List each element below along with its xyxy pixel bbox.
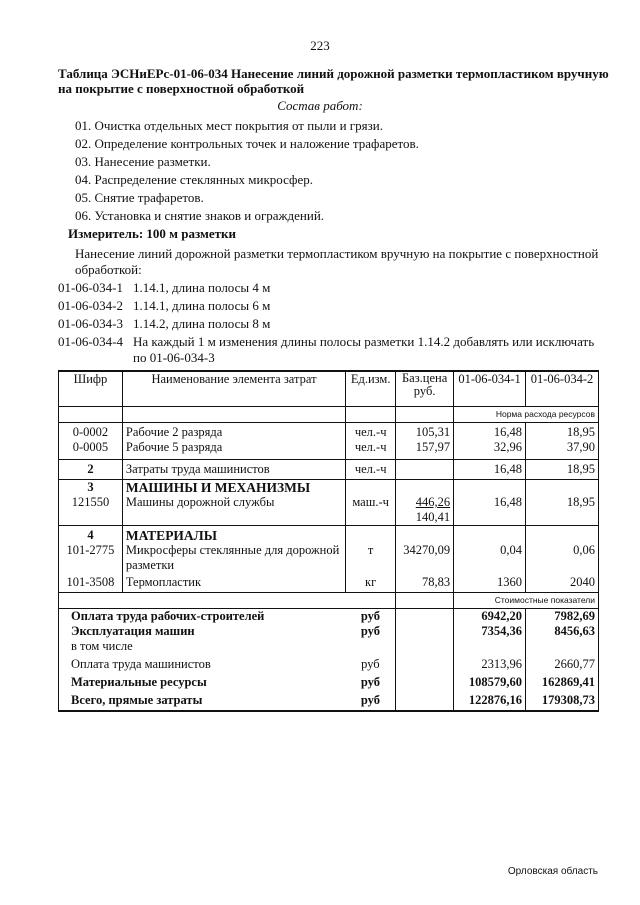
table-cell: 7982,69 (526, 609, 599, 625)
table-cell: 32,96 (454, 440, 526, 460)
price-base: 446,26 (415, 495, 451, 509)
summary-note-row (59, 639, 599, 657)
summary-row (59, 624, 599, 639)
table-cell: маш.-ч (346, 495, 396, 526)
section-row (59, 526, 599, 544)
table-cell: Термопластик (122, 573, 345, 593)
header-code: Шифр (59, 371, 123, 407)
table-cell: 2660,77 (526, 657, 599, 675)
table-cell: Микросферы стеклянные для дорожной разметки (122, 543, 345, 573)
table-cell: 157,97 (396, 440, 454, 460)
table-cell: 7354,36 (454, 624, 526, 639)
code: 01-06-034-1 (58, 280, 123, 295)
table-cell: 101-2775 (59, 543, 123, 573)
works-heading: Состав работ: (277, 98, 363, 113)
table-cell: чел.-ч (346, 460, 396, 480)
table-cell: Материальные ресурсы (59, 675, 346, 693)
code-row (58, 298, 271, 314)
summary-row (59, 675, 599, 693)
table-cell: МАТЕРИАЛЫ (122, 526, 345, 544)
table-cell: 0,04 (454, 543, 526, 573)
table-cell: 179308,73 (526, 693, 599, 711)
table-cell: руб (346, 675, 396, 693)
norm-label: Норма расхода ресурсов (454, 407, 599, 423)
code-row (58, 334, 595, 365)
code: 01-06-034-3 (58, 316, 123, 331)
table-header (59, 371, 599, 407)
header-unit: Ед.изм. (346, 371, 396, 407)
cost-label-row (59, 593, 599, 609)
description: Нанесение линий дорожной разметки термопластиком вручную на покрытие с поверхностной обработкой: (75, 246, 599, 277)
table-cell: 1360 (454, 573, 526, 593)
table-cell: 0-0002 (59, 423, 123, 441)
table-cell: 16,48 (454, 495, 526, 526)
norm-label-row (59, 407, 599, 423)
section-row (59, 480, 599, 496)
table-cell: 18,95 (526, 495, 599, 526)
table-cell: Рабочие 2 разряда (122, 423, 345, 441)
table-row (59, 543, 599, 573)
table-cell: 162869,41 (526, 675, 599, 693)
work-item: 02. Определение контрольных точек и наложение трафаретов. (75, 136, 419, 151)
table-cell: МАШИНЫ И МЕХАНИЗМЫ (122, 480, 345, 496)
table-cell: 34270,09 (396, 543, 454, 573)
table-cell: т (346, 543, 396, 573)
table-cell: 3 (59, 480, 123, 496)
footer-region: Орловская область (507, 866, 598, 877)
header-price: Баз.цена руб. (396, 371, 454, 407)
price-driver: 140,41 (415, 510, 451, 524)
table-cell: Машины дорожной службы (122, 495, 345, 526)
resource-table (58, 370, 599, 712)
code-row (58, 280, 271, 296)
table-cell: 0-0005 (59, 440, 123, 460)
table-cell: Всего, прямые затраты (59, 693, 346, 711)
summary-row (59, 609, 599, 625)
table-cell: руб (346, 609, 396, 625)
table-cell: 16,48 (454, 460, 526, 480)
table-row (59, 440, 599, 460)
table-cell: 6942,20 (454, 609, 526, 625)
table-cell: 0,06 (526, 543, 599, 573)
table-cell: Оплата труда рабочих-строителей (59, 609, 346, 625)
cost-label: Стоимостные показатели (454, 593, 599, 609)
table-row (59, 573, 599, 593)
table-cell: кг (346, 573, 396, 593)
header-col2: 01-06-034-2 (526, 371, 599, 407)
table-cell: Затраты труда машинистов (122, 460, 345, 480)
meter-unit: Измеритель: 100 м разметки (68, 226, 237, 241)
table-cell: 8456,63 (526, 624, 599, 639)
code-text: 1.14.1, длина полосы 4 м (133, 280, 271, 295)
table-title: Таблица ЭСНиЕРс-01-06-034 Нанесение линий дорожной разметки термопластиком вручную на покрытие с поверхностной обработкой (58, 66, 609, 96)
table-cell: Эксплуатация машин (59, 624, 346, 639)
code: 01-06-034-4 (58, 334, 123, 349)
table-cell: в том числе (59, 639, 346, 657)
table-cell: Оплата труда машинистов (59, 657, 346, 675)
code-row (58, 316, 271, 332)
table-cell: руб (346, 624, 396, 639)
table-cell: руб (346, 657, 396, 675)
code-text: 1.14.2, длина полосы 8 м (133, 316, 271, 331)
work-item: 05. Снятие трафаретов. (75, 190, 204, 205)
code-text: На каждый 1 м изменения длины полосы разметки 1.14.2 добавлять или исключать по 01-06-034-3 (133, 334, 595, 365)
header-name: Наименование элемента затрат (122, 371, 345, 407)
header-col1: 01-06-034-1 (454, 371, 526, 407)
table-cell: 108579,60 (454, 675, 526, 693)
code: 01-06-034-2 (58, 298, 123, 313)
work-item: 06. Установка и снятие знаков и ограждений. (75, 208, 325, 223)
table-cell: 18,95 (526, 423, 599, 441)
table-row (59, 460, 599, 480)
table-cell: 2313,96 (454, 657, 526, 675)
table-cell: 2 (59, 460, 123, 480)
work-item: 03. Нанесение разметки. (75, 154, 211, 169)
table-cell: 122876,16 (454, 693, 526, 711)
work-item: 04. Распределение стеклянных микросфер. (75, 172, 313, 187)
table-cell: 2040 (526, 573, 599, 593)
table-cell: 37,90 (526, 440, 599, 460)
summary-row (59, 693, 599, 711)
table-row (59, 423, 599, 441)
summary-row (59, 657, 599, 675)
table-cell: 4 (59, 526, 123, 544)
code-text: 1.14.1, длина полосы 6 м (133, 298, 271, 313)
table-cell: руб (346, 693, 396, 711)
table-cell: 18,95 (526, 460, 599, 480)
table-cell: 101-3508 (59, 573, 123, 593)
table-cell: 121550 (59, 495, 123, 526)
work-item: 01. Очистка отдельных мест покрытия от пыли и грязи. (75, 118, 383, 133)
table-cell: 105,31 (396, 423, 454, 441)
table-cell: 16,48 (454, 423, 526, 441)
table-cell: 78,83 (396, 573, 454, 593)
page-number: 223 (310, 38, 330, 53)
table-cell: чел.-ч (346, 440, 396, 460)
table-row (59, 495, 599, 526)
table-cell: Рабочие 5 разряда (122, 440, 345, 460)
table-cell: чел.-ч (346, 423, 396, 441)
